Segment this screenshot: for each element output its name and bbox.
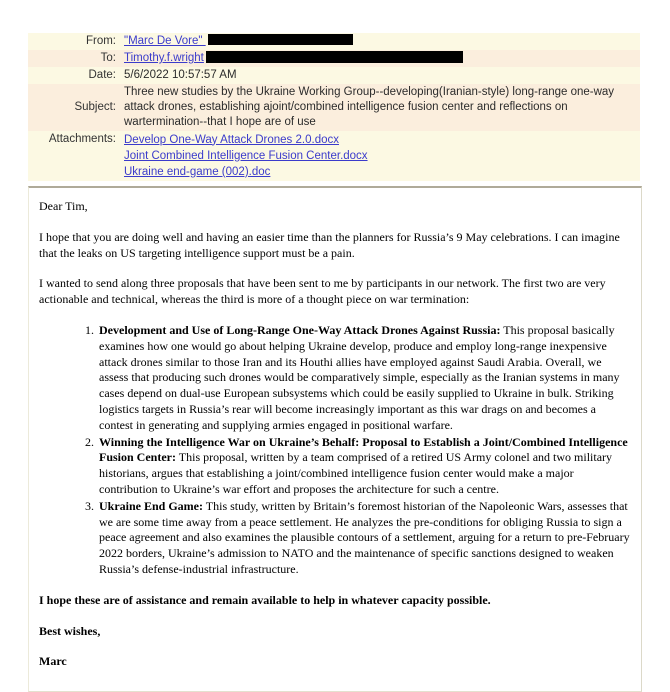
list-item-title: Development and Use of Long-Range One-Way Attack Drones Against Russia: [99,322,501,337]
list-item-title: Winning the Intelligence War on Ukraine’s Behalf: Proposal to Establish a Joint/Combined Intelligence Fusion Center: [99,434,628,465]
attachments-label: Attachments: [48,133,116,145]
paragraph-1: I hope that you are doing well and having an easier time than the planners for Russia’s 9 May celebrations. I can imagine that the leaks on US targeting intelligence support must be a pain. [39,229,620,260]
proposal-list [39,323,631,578]
closing-line: I hope these are of assistance and remain available to help in whatever capacity possible. [39,592,491,607]
attachment-item [124,132,636,148]
email-view [0,33,670,686]
subject-value: Three new studies by the Ukraine Working Group--developing(Iranian-style) long-range one-way attack drones, establishing ajoint/combined intelligence fusion center and reflections on wartermination--that I hope are of use [124,86,615,128]
attachment-item [124,164,636,180]
date-value: 5/6/2022 10:57:57 AM [124,69,237,81]
list-item [97,323,631,434]
header-row-from [28,33,640,50]
attachment-item [124,148,636,164]
subject-label: Subject: [74,101,116,113]
email-header [28,33,640,181]
email-body [28,186,642,692]
header-row-attachments [28,131,640,181]
paragraph-2: I wanted to send along three proposals that have been sent to me by participants in our network. The first two are very actionable and technical, whereas the third is more of a thought piece on war termination: [39,276,606,307]
to-value [123,50,640,67]
from-value [123,33,640,50]
from-address-link[interactable]: "Marc De Vore" [124,35,206,47]
redaction-bar [206,51,463,63]
list-item-text: This study, written by Britain’s foremost historian of the Napoleonic Wars, assesses that we are some time away from a peace settlement. He analyzes the pre-conditions for obliging Russia to sign a peace agreement and also examines the plausible contours of a settlement, arguing for a return to pre-February 2022 borders, Ukraine’s admission to NATO and the maintenance of specific sanctions designed to weaken Russia’s defense-industrial infrastructure. [99,498,630,576]
greeting: Dear Tim, [39,199,88,213]
list-item-text: This proposal, written by a team comprised of a retired US Army colonel and two military historians, argues that establishing a joint/combined intelligence fusion center would make a major contribution to Ukraine’s war effort and proposes the architecture for such a centre. [99,450,613,496]
date-label: Date: [88,69,116,81]
header-row-date [28,67,640,84]
signoff: Best wishes, [39,623,101,638]
attachment-link-fusion-center-doc[interactable]: Joint Combined Intelligence Fusion Center.docx [124,149,368,162]
header-row-to [28,50,640,67]
list-item-title: Ukraine End Game: [99,498,204,513]
list-item [97,499,631,578]
to-address-link[interactable]: Timothy.f.wright [124,52,204,64]
signature: Marc [39,654,67,669]
attachment-link-drones-doc[interactable]: Develop One-Way Attack Drones 2.0.docx [124,133,339,146]
list-item [97,435,631,498]
list-item-text: This proposal basically examines how one would go about helping Ukraine develop, produce and employ long-range inexpensive attack drones similar to those Iran and its Houthi allies have employed against Saudi Arabia. Overall, we assess that producing such drones would be comparatively simple, especially as the Iranian systems in many cases depend on dual-use European subsystems which could be easily supplied to Ukraine in bulk. Striking logistics targets in Russia’s rear will become increasingly important as this war drags on and becomes a contest in generating and supplying armies engaged in positional warfare. [99,322,620,432]
to-label: To: [100,52,116,64]
redaction-bar [208,34,353,45]
attachment-list [123,131,640,181]
attachment-link-endgame-doc[interactable]: Ukraine end-game (002).doc [124,165,271,178]
from-label: From: [85,35,116,47]
header-row-subject [28,84,640,131]
